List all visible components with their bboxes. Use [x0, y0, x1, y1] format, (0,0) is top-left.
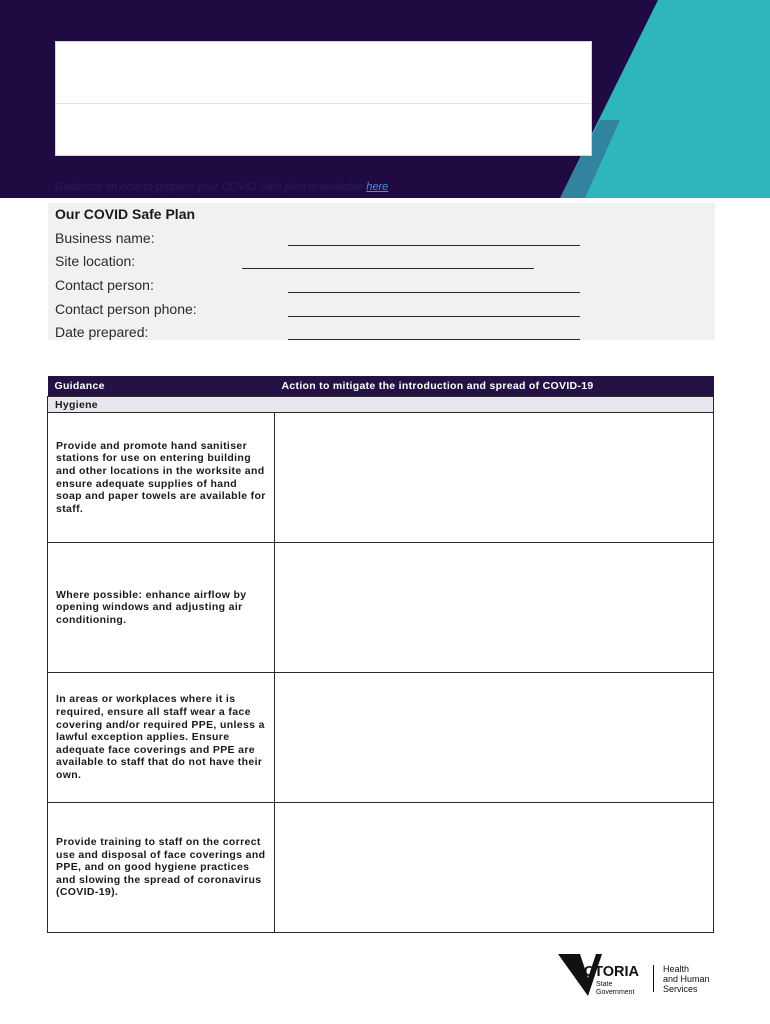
action-column-header: Action to mitigate the introduction and spread of COVID-19 [275, 376, 714, 397]
guidance-cell: Where possible: enhance airflow by opening windows and adjusting air conditioning. [48, 543, 275, 673]
section-hygiene: Hygiene [48, 397, 714, 413]
action-cell[interactable] [275, 413, 714, 543]
logo-dept-1: Health [663, 964, 690, 974]
victoria-government-logo [558, 952, 718, 998]
guidance-note [55, 181, 388, 193]
guidance-column-header: Guidance [48, 376, 275, 397]
date-prepared-label: Date prepared: [55, 324, 149, 340]
covid-safe-plan-panel [48, 203, 715, 340]
table-row [48, 803, 714, 933]
table-row [48, 673, 714, 803]
guidance-note-text: Guidance on how to prepare your COVID Safe plan is available [55, 181, 364, 193]
contact-phone-field[interactable] [288, 316, 580, 317]
guidance-cell: In areas or workplaces where it is required, ensure all staff wear a face covering and/or required PPE, unless a lawful exception applies. Ensure adequate face coverings and PPE are available to staff that do not have their own. [48, 673, 275, 803]
logo-sub-2: Government [596, 989, 635, 996]
table-row [48, 413, 714, 543]
site-location-label: Site location: [55, 253, 136, 269]
victoria-logo-mark [558, 952, 718, 998]
header-banner [0, 0, 770, 198]
title-box [55, 41, 592, 156]
guidance-cell: Provide and promote hand sanitiser stations for use on entering building and other locations in the worksite and ensure adequate supplies of hand soap and paper towels are available for staff. [48, 413, 275, 543]
contact-person-label: Contact person: [55, 277, 154, 293]
section-row [48, 397, 714, 413]
action-cell[interactable] [275, 803, 714, 933]
guidance-link[interactable]: here [366, 181, 389, 193]
site-location-field[interactable] [242, 268, 534, 269]
logo-dept-2: and Human [663, 974, 710, 984]
table-row [48, 543, 714, 673]
plan-title: Our COVID Safe Plan [55, 206, 196, 222]
business-name-label: Business name: [55, 230, 155, 246]
logo-dept-3: Services [663, 984, 698, 994]
guidance-action-table [47, 376, 714, 933]
table-header-row [48, 376, 714, 397]
action-cell[interactable] [275, 673, 714, 803]
contact-person-field[interactable] [288, 292, 580, 293]
business-name-field[interactable] [288, 245, 580, 246]
date-prepared-field[interactable] [288, 339, 580, 340]
logo-sub-1: State [596, 981, 613, 988]
logo-wordmark: VICTORIA [570, 964, 640, 980]
action-cell[interactable] [275, 543, 714, 673]
contact-phone-label: Contact person phone: [55, 301, 197, 317]
title-divider [56, 103, 591, 104]
guidance-cell: Provide training to staff on the correct use and disposal of face coverings and PPE, and on good hygiene practices and slowing the spread of coronavirus (COVID-19). [48, 803, 275, 933]
